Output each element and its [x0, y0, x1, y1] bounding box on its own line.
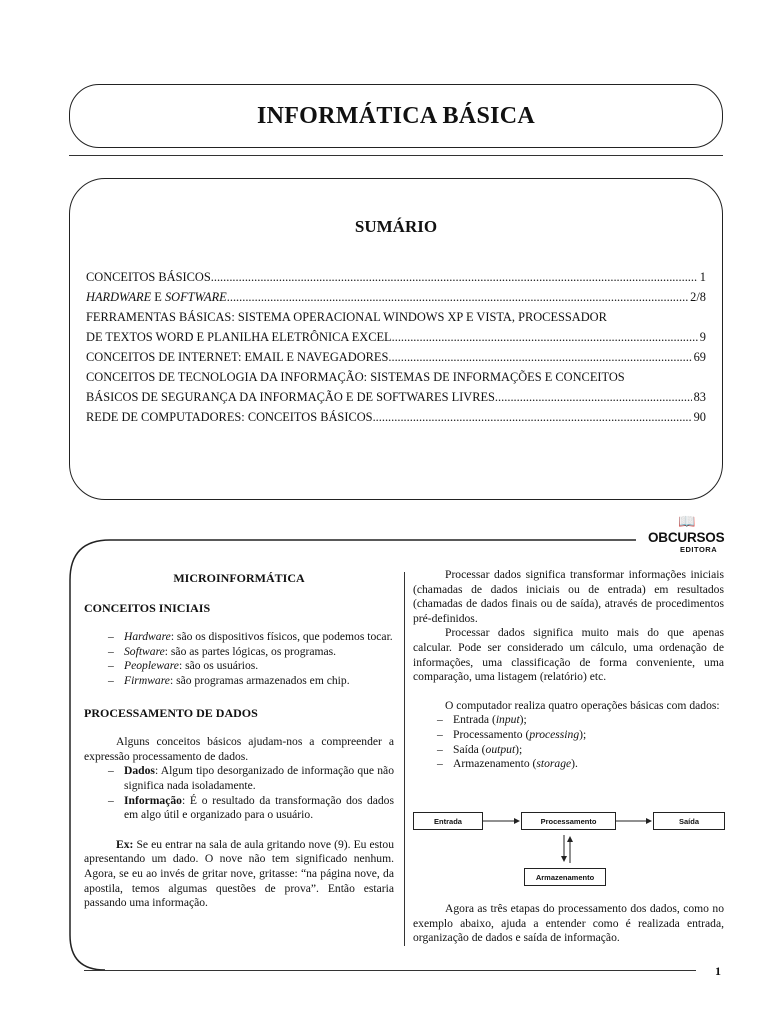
example-text: Se eu entrar na sala de aula gritando nove (9). Eu estou apresentando um dado. O nove não tem significado nenhum. Agora, se eu ao invés de gritar nove, gritasse: “na página nove, da apostila, temos algumas questões de prova”. Então estaria passando uma informação. [84, 837, 394, 910]
toc-entry-page: 90 [693, 410, 706, 424]
term-desc: : É o resultado da transformação dos dados em algo útil e organizado para o usuário. [124, 793, 394, 822]
term-desc: : são os usuários. [178, 659, 259, 673]
op-end: ). [571, 757, 578, 771]
concepts-list [84, 630, 394, 688]
publisher-logo [648, 514, 726, 556]
toc-entry-page: 83 [693, 390, 706, 404]
data-info-list [84, 764, 394, 822]
toc-term-hardware: HARDWARE [86, 290, 152, 304]
heading-microinformatica: MICROINFORMÁTICA [173, 571, 305, 585]
toc-entry-text: REDE DE COMPUTADORES: CONCEITOS BÁSICOS [86, 410, 373, 424]
op-name: Entrada [453, 713, 490, 727]
paragraph: Processar dados significa muito mais do que apenas calcular. Pode ser considerado um cálculo, uma ordenação de informações, uma classificação de forma conveniente, uma comparação, uma listagem (relatório) etc. [413, 626, 724, 684]
list-item [108, 794, 394, 823]
example-label: Ex: [116, 837, 134, 851]
toc-entry-text: BÁSICOS DE SEGURANÇA DA INFORMAÇÃO E DE SOFTWARES LIVRES. [86, 390, 499, 404]
toc-term-software: SOFTWARE [164, 290, 227, 304]
op-end: ); [519, 713, 527, 727]
diagram-box-saida: Saída [653, 812, 725, 830]
toc-entry-text: CONCEITOS BÁSICOS [86, 270, 211, 284]
term-desc: : são as partes lógicas, os programas. [164, 644, 337, 658]
diagram-box-entrada: Entrada [413, 812, 483, 830]
logo-sub: EDITORA [680, 545, 718, 554]
toc-entry-text: DE TEXTOS WORD E PLANILHA ELETRÔNICA EXCEL [86, 330, 392, 344]
diagram-box-processamento: Processamento [521, 812, 616, 830]
toc-period: . [226, 290, 230, 304]
op-en: storage [536, 757, 572, 771]
section-conceitos-iniciais: CONCEITOS INICIAIS [84, 600, 211, 615]
list-item [108, 764, 394, 793]
page-title: INFORMÁTICA BÁSICA [256, 102, 536, 129]
example-paragraph [84, 838, 394, 911]
logo-brand: OBCURSOS [648, 530, 725, 545]
term: Hardware [124, 630, 171, 644]
operations-list [413, 713, 724, 771]
toc-entry-text: CONCEITOS DE TECNOLOGIA DA INFORMAÇÃO: SISTEMAS DE INFORMAÇÕES E CONCEITOS [86, 370, 625, 384]
term: Firmware [124, 673, 170, 687]
op-name: Armazenamento [453, 757, 530, 771]
list-item [108, 630, 394, 645]
list-item [108, 645, 394, 660]
column-divider [404, 572, 405, 946]
op-name: Saída [453, 742, 479, 756]
toc-entry-text: FERRAMENTAS BÁSICAS: SISTEMA OPERACIONAL WINDOWS XP E VISTA, PROCESSADOR [86, 310, 607, 324]
book-icon: 📖 [678, 515, 696, 530]
paragraph: Agora as três etapas do processamento dos dados, como no exemplo abaixo, ajuda a entender como é realizada entrada, organização de dados e saída de informação. [413, 902, 724, 945]
list-item: – Processamento (processing); [437, 728, 724, 743]
diagram-box-armazenamento: Armazenamento [524, 868, 606, 886]
list-item: – Saída (output); [437, 743, 724, 758]
toc-entry-page: 69 [693, 350, 706, 364]
list-item [108, 674, 394, 689]
section-processamento: PROCESSAMENTO DE DADOS [84, 705, 258, 720]
op-name: Processamento [453, 727, 523, 741]
toc-entry-text: CONCEITOS DE INTERNET: EMAIL E NAVEGADORES [86, 350, 389, 364]
footer-rule [84, 970, 696, 971]
toc-entry-page: 9 [699, 330, 706, 344]
summary-title: SUMÁRIO [354, 217, 438, 236]
term-desc: : são os dispositivos físicos, que podemos tocar. [170, 630, 393, 644]
toc-entry-page: 1 [699, 270, 706, 284]
toc-entry-page: 2/8 [690, 290, 706, 304]
list-item [108, 659, 394, 674]
left-column [84, 568, 394, 911]
paragraph: Processar dados significa transformar informações iniciais (chamadas de dados iniciais ou de entrada) em resultados (chamadas de dados finais ou de saída), através de procedimentos pré-definidos. [413, 568, 724, 625]
op-en: output [485, 742, 516, 756]
toc-conj: E [151, 290, 165, 304]
term: Peopleware [124, 659, 179, 673]
term-desc: : são programas armazenados em chip. [169, 673, 350, 687]
op-end: ); [579, 727, 587, 741]
term: Informação [124, 793, 182, 807]
op-end: ); [515, 742, 523, 756]
term: Software [124, 644, 165, 658]
paragraph: O computador realiza quatro operações básicas com dados: [445, 698, 720, 712]
list-item: – Armazenamento (storage). [437, 757, 724, 772]
term: Dados [124, 764, 155, 778]
right-column-bottom [413, 902, 724, 946]
list-item: – Entrada (input); [437, 713, 724, 728]
term-desc: : Algum tipo desorganizado de informação que não significa nada isoladamente. [124, 764, 394, 792]
processing-diagram [413, 811, 725, 889]
op-en: processing [529, 727, 580, 741]
op-en: input [495, 713, 520, 727]
page-number: 1 [715, 964, 721, 978]
right-column [413, 568, 724, 772]
paragraph: Alguns conceitos básicos ajudam-nos a compreender a expressão processamento de dados. [84, 735, 394, 763]
